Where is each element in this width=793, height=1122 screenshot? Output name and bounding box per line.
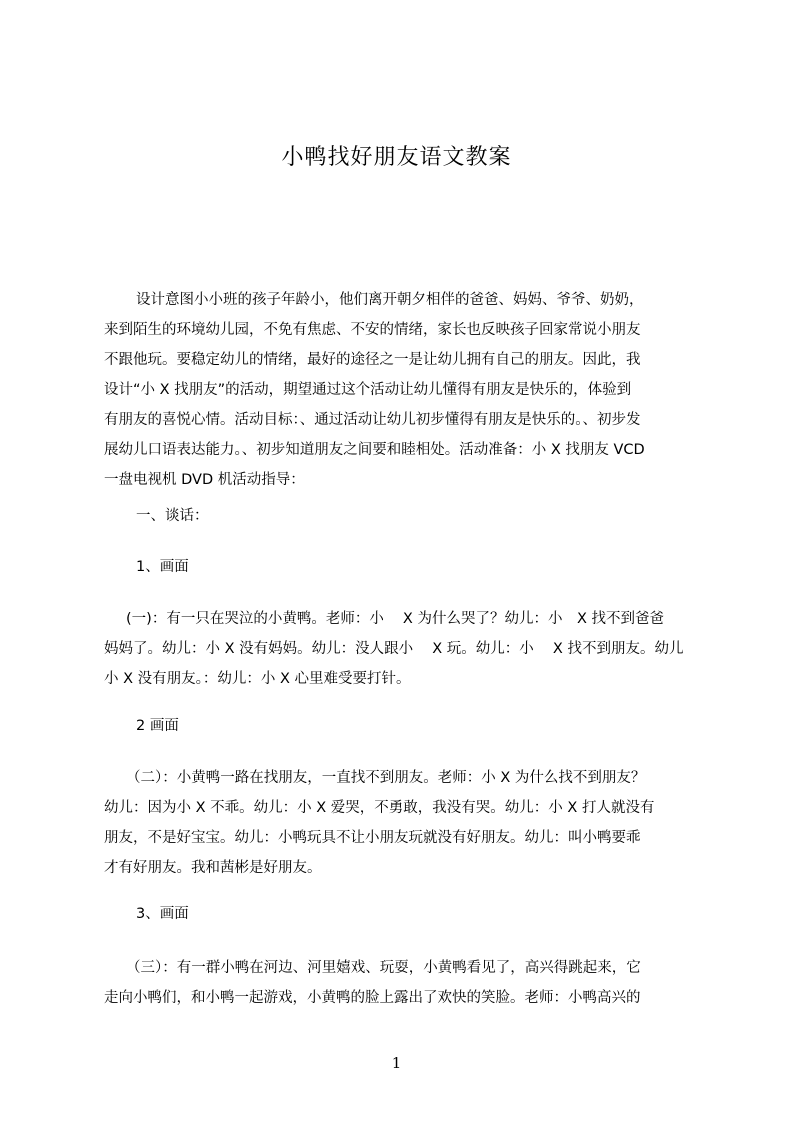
paragraph-line: 有朋友的喜悦心情。活动目标：、通过活动让幼儿初步懂得有朋友是快乐的。、初步发 [104, 412, 641, 428]
section-heading-talk: 一、谈话： [136, 508, 209, 524]
paragraph-line: (一)：有一只在哭泣的小黄鸭。老师：小 X 为什么哭了？幼儿：小 X 找不到爸爸 [126, 611, 665, 627]
picture-heading-3: 3、画面 [136, 906, 189, 922]
paragraph-line: （二）：小黄鸭一路在找朋友，一直找不到朋友。老师：小 X 为什么找不到朋友？ [126, 770, 646, 786]
paragraph-line: 来到陌生的环境幼儿园，不免有焦虑、不安的情绪，家长也反映孩子回家常说小朋友 [104, 322, 641, 338]
paragraph-line: 展幼儿口语表达能力。、初步知道朋友之间要和睦相处。活动准备：小 X 找朋友 VCD [104, 442, 645, 458]
picture3-paragraph [104, 953, 694, 1013]
page-number: 1 [391, 1054, 402, 1072]
picture-heading-1: 1、画面 [136, 559, 189, 575]
picture-heading-2: 2 画面 [136, 718, 179, 734]
paragraph-line: 幼儿：因为小 X 不乖。幼儿：小 X 爱哭，不勇敢，我没有哭。幼儿：小 X 打人就没有 [104, 800, 655, 816]
paragraph-line: （三）：有一群小鸭在河边、河里嬉戏、玩耍，小黄鸭看见了，高兴得跳起来，它 [126, 960, 641, 976]
picture1-paragraph [104, 604, 694, 694]
paragraph-line: 一盘电视机 DVD 机活动指导： [104, 472, 305, 488]
picture2-paragraph [104, 763, 694, 883]
paragraph-line: 小 X 没有朋友。：幼儿：小 X 心里难受要打针。 [104, 671, 411, 687]
paragraph-line: 不跟他玩。要稳定幼儿的情绪，最好的途径之一是让幼儿拥有自己的朋友。因此，我 [104, 352, 641, 368]
paragraph-line: 才有好朋友。我和茜彬是好朋友。 [104, 860, 322, 876]
paragraph-line: 走向小鸭们，和小鸭一起游戏，小黄鸭的脸上露出了欢快的笑脸。老师：小鸭高兴的 [104, 990, 641, 1006]
paragraph-line: 设计“小 X 找朋友”的活动，期望通过这个活动让幼儿懂得有朋友是快乐的，体验到 [104, 382, 632, 398]
paragraph-line: 妈妈了。幼儿：小 X 没有妈妈。幼儿：没人跟小 X 玩。幼儿：小 X 找不到朋友。幼儿 [104, 641, 684, 657]
intro-paragraph [104, 285, 694, 495]
paragraph-line: 设计意图小小班的孩子年龄小，他们离开朝夕相伴的爸爸、妈妈、爷爷、奶奶， [136, 292, 644, 308]
paragraph-line: 朋友，不是好宝宝。幼儿：小鸭玩具不让小朋友玩就没有好朋友。幼儿：叫小鸭要乖 [104, 830, 641, 846]
document-title: 小鸭找好朋友语文教案 [281, 145, 512, 170]
